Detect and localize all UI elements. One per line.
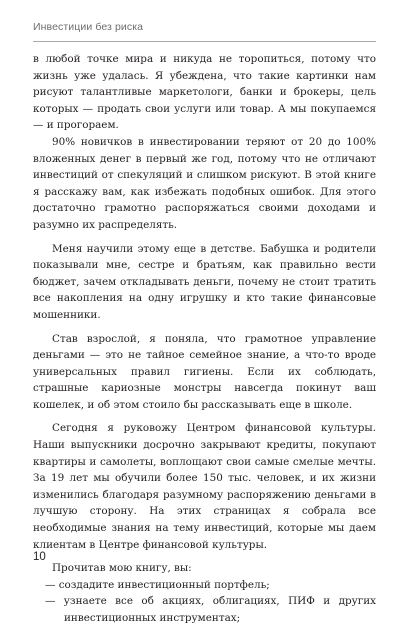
paragraph-novices: 90% новичков в инвестировании теряют от 20 до 100% вложенных денег в первый же год, потому что не отличают инвестиций от спекуляций и слишком рискуют. В этой книге я расскажу вам, как избежать подобных ошибок. Для этого достаточно грамотно распоряжаться своими доходами и разумно их распределять. <box>33 135 376 231</box>
list-item-portfolio: — создадите инвестиционный портфель; <box>45 578 270 591</box>
page-number: 10 <box>33 551 46 563</box>
header-divider <box>33 41 376 42</box>
paragraph-continuation: в любой точке мира и никуда не торопиться, потому что жизнь уже удалась. Я убеждена, что такие картинки нам рисуют талантливые маркетологи, банки и брокеры, цель которых — продать свои услуги или товар. А мы покупаемся — и прогораем. <box>33 53 376 132</box>
paragraph-center: Сегодня я руковожу Центром финансовой культуры. Наши выпускники досрочно закрывают кредиты, покупают квартиры и самолеты, воплощают свои самые смелые мечты. За 19 лет мы обучили более 150 тыс. человек, и их жизни изменились благодаря разумному распоряжению деньгами в лучшую сторону. На этих страницах я собрала все необходимые знания на тему инвестиций, которые мы даем клиентам в Центре финансовой культуры. <box>33 422 376 551</box>
running-header: Инвестиции без риска <box>33 21 144 33</box>
paragraph-list-intro: Прочитав мою книгу, вы: <box>52 562 192 575</box>
list-item-instruments: — узнаете все об акциях, облигациях, ПИФ и других инвестиционных инструментах; <box>45 595 376 624</box>
paragraph-childhood: Меня научили этому еще в детстве. Бабушка и родители показывали мне, сестре и братьям, как правильно вести бюджет, зачем откладывать деньги, почему не стоит тратить все накопления на одну игрушку и кто такие финансовые мошенники. <box>33 242 376 321</box>
page-body <box>33 51 376 627</box>
paragraph-adulthood: Став взрослой, я поняла, что грамотное управление деньгами — это не тайное семейное знание, а что-то вроде универсальных правил гигиены. Если их соблюдать, страшные кариозные монстры навсегда покинут ваш кошелек, и об этом стоило бы рассказывать еще в школе. <box>33 332 376 411</box>
